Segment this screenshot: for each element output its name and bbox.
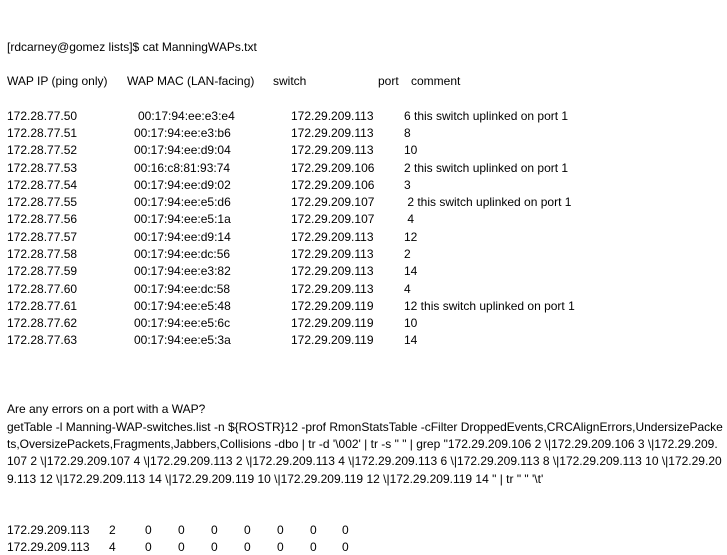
switch-ip: 172.29.209.119 — [291, 333, 374, 347]
header-wap-mac: WAP MAC (LAN-facing) — [127, 74, 255, 88]
wap-mac: 00:17:94:ee:e3:b6 — [134, 126, 231, 140]
switch-ip: 172.29.209.119 — [291, 316, 374, 330]
table-row — [0, 333, 727, 348]
wap-mac: 00:17:94:ee:d9:14 — [134, 230, 231, 244]
port-comment: 14 — [404, 264, 418, 278]
wap-mac: 00:17:94:ee:dc:58 — [134, 282, 231, 296]
table-row — [0, 178, 727, 193]
table-row — [0, 109, 727, 124]
result-value: 0 — [145, 540, 152, 554]
switch-ip: 172.29.209.119 — [291, 299, 374, 313]
result-value: 0 — [342, 540, 349, 554]
table-header — [0, 74, 727, 89]
result-value: 0 — [178, 540, 185, 554]
result-value: 0 — [342, 523, 349, 537]
wap-mac: 00:17:94:ee:d9:02 — [134, 178, 231, 192]
switch-ip: 172.29.209.113 — [291, 247, 374, 261]
table-row — [0, 282, 727, 297]
switch-ip: 172.29.209.107 — [291, 212, 375, 226]
wap-ip: 172.28.77.55 — [7, 195, 78, 209]
result-value: 0 — [178, 523, 185, 537]
switch-ip: 172.29.209.106 — [291, 178, 375, 192]
wap-ip: 172.28.77.61 — [7, 299, 78, 313]
result-value: 0 — [310, 540, 317, 554]
wap-mac: 00:17:94:ee:e3:82 — [134, 264, 231, 278]
wap-mac: 00:16:c8:81:93:74 — [134, 161, 231, 175]
header-comment: comment — [411, 74, 461, 88]
header-switch: switch — [273, 74, 307, 88]
table-row — [0, 230, 727, 245]
wap-mac: 00:17:94:ee:e5:d6 — [134, 195, 231, 209]
table-row — [0, 316, 727, 331]
table-row — [0, 247, 727, 262]
port-comment: 10 — [404, 316, 418, 330]
port-comment: 14 — [404, 333, 418, 347]
port-comment: 2 this switch uplinked on port 1 — [404, 195, 572, 209]
wap-mac: 00:17:94:ee:e5:1a — [134, 212, 231, 226]
port-comment: 12 — [404, 230, 418, 244]
result-port: 4 — [109, 540, 116, 554]
port-comment: 8 — [404, 126, 411, 140]
port-comment: 6 this switch uplinked on port 1 — [404, 109, 569, 123]
port-comment: 10 — [404, 143, 418, 157]
wap-ip: 172.28.77.52 — [7, 143, 78, 157]
table-row — [0, 540, 727, 555]
result-value: 0 — [277, 540, 284, 554]
table-row — [0, 523, 727, 538]
wap-mac: 00:17:94:ee:e3:e4 — [138, 109, 235, 123]
switch-ip: 172.29.209.113 — [291, 109, 374, 123]
switch-ip: 172.29.209.113 — [291, 230, 374, 244]
result-switch: 172.29.209.113 — [7, 523, 90, 537]
switch-ip: 172.29.209.106 — [291, 161, 375, 175]
wap-ip: 172.28.77.59 — [7, 264, 78, 278]
result-value: 0 — [211, 540, 218, 554]
wap-ip: 172.28.77.58 — [7, 247, 78, 261]
question-line: Are any errors on a port with a WAP? — [7, 402, 206, 416]
result-value: 0 — [310, 523, 317, 537]
wap-ip: 172.28.77.56 — [7, 212, 78, 226]
wap-ip: 172.28.77.57 — [7, 230, 78, 244]
table-row — [0, 299, 727, 314]
wap-ip: 172.28.77.51 — [7, 126, 78, 140]
wap-mac: 00:17:94:ee:e5:3a — [134, 333, 231, 347]
switch-ip: 172.29.209.113 — [291, 264, 374, 278]
table-row — [0, 212, 727, 227]
result-port: 2 — [109, 523, 116, 537]
table-row — [0, 195, 727, 210]
result-value: 0 — [277, 523, 284, 537]
result-value: 0 — [145, 523, 152, 537]
prompt-line: [rdcarney@gomez lists]$ cat ManningWAPs.txt — [7, 40, 257, 54]
wap-ip: 172.28.77.60 — [7, 282, 78, 296]
wap-ip: 172.28.77.62 — [7, 316, 78, 330]
result-value: 0 — [244, 523, 251, 537]
result-value: 0 — [244, 540, 251, 554]
port-comment: 2 — [404, 247, 411, 261]
switch-ip: 172.29.209.113 — [291, 143, 374, 157]
table-row — [0, 161, 727, 176]
table-row — [0, 143, 727, 158]
switch-ip: 172.29.209.113 — [291, 126, 374, 140]
wap-mac: 00:17:94:ee:dc:56 — [134, 247, 231, 261]
port-comment: 3 — [404, 178, 411, 192]
switch-ip: 172.29.209.113 — [291, 282, 374, 296]
switch-ip: 172.29.209.107 — [291, 195, 375, 209]
port-comment: 2 this switch uplinked on port 1 — [404, 161, 569, 175]
wap-mac: 00:17:94:ee:e5:6c — [134, 316, 231, 330]
header-port: port — [378, 74, 399, 88]
wap-ip: 172.28.77.50 — [7, 109, 78, 123]
wap-ip: 172.28.77.63 — [7, 333, 78, 347]
port-comment: 12 this switch uplinked on port 1 — [404, 299, 575, 313]
wap-ip: 172.28.77.54 — [7, 178, 78, 192]
header-wap-ip: WAP IP (ping only) — [7, 74, 108, 88]
result-value: 0 — [211, 523, 218, 537]
wap-ip: 172.28.77.53 — [7, 161, 78, 175]
wap-mac: 00:17:94:ee:d9:04 — [134, 143, 231, 157]
table-row — [0, 264, 727, 279]
port-comment: 4 — [404, 212, 415, 226]
wap-mac: 00:17:94:ee:e5:48 — [134, 299, 231, 313]
port-comment: 4 — [404, 282, 411, 296]
result-switch: 172.29.209.113 — [7, 540, 90, 554]
command-line: getTable -l Manning-WAP-switches.list -n ${ROSTR}12 -prof RmonStatsTable -cFilter DroppedEvents,CRCAlignErrors,UndersizePackets,OversizePackets,Fragments,Jabbers,Collisions -dbo | tr -d '\002' | tr -s " " | grep "172.29.209.106 2 \|172.29.209.106 3 \|172.29.209.107 2 \|172.29.209.107 4 \|172.29.209.113 2 \|172.29.209.113 4 \|172.29.209.113 6 \|172.29.209.113 8 \|172.29.209.113 10 \|172.29.209.113 12 \|172.29.209.113 14 \|172.29.209.119 10 \|172.29.209.119 12 \|172.29.209.119 14 " | tr " " '\t' — [7, 420, 723, 486]
table-row — [0, 126, 727, 141]
